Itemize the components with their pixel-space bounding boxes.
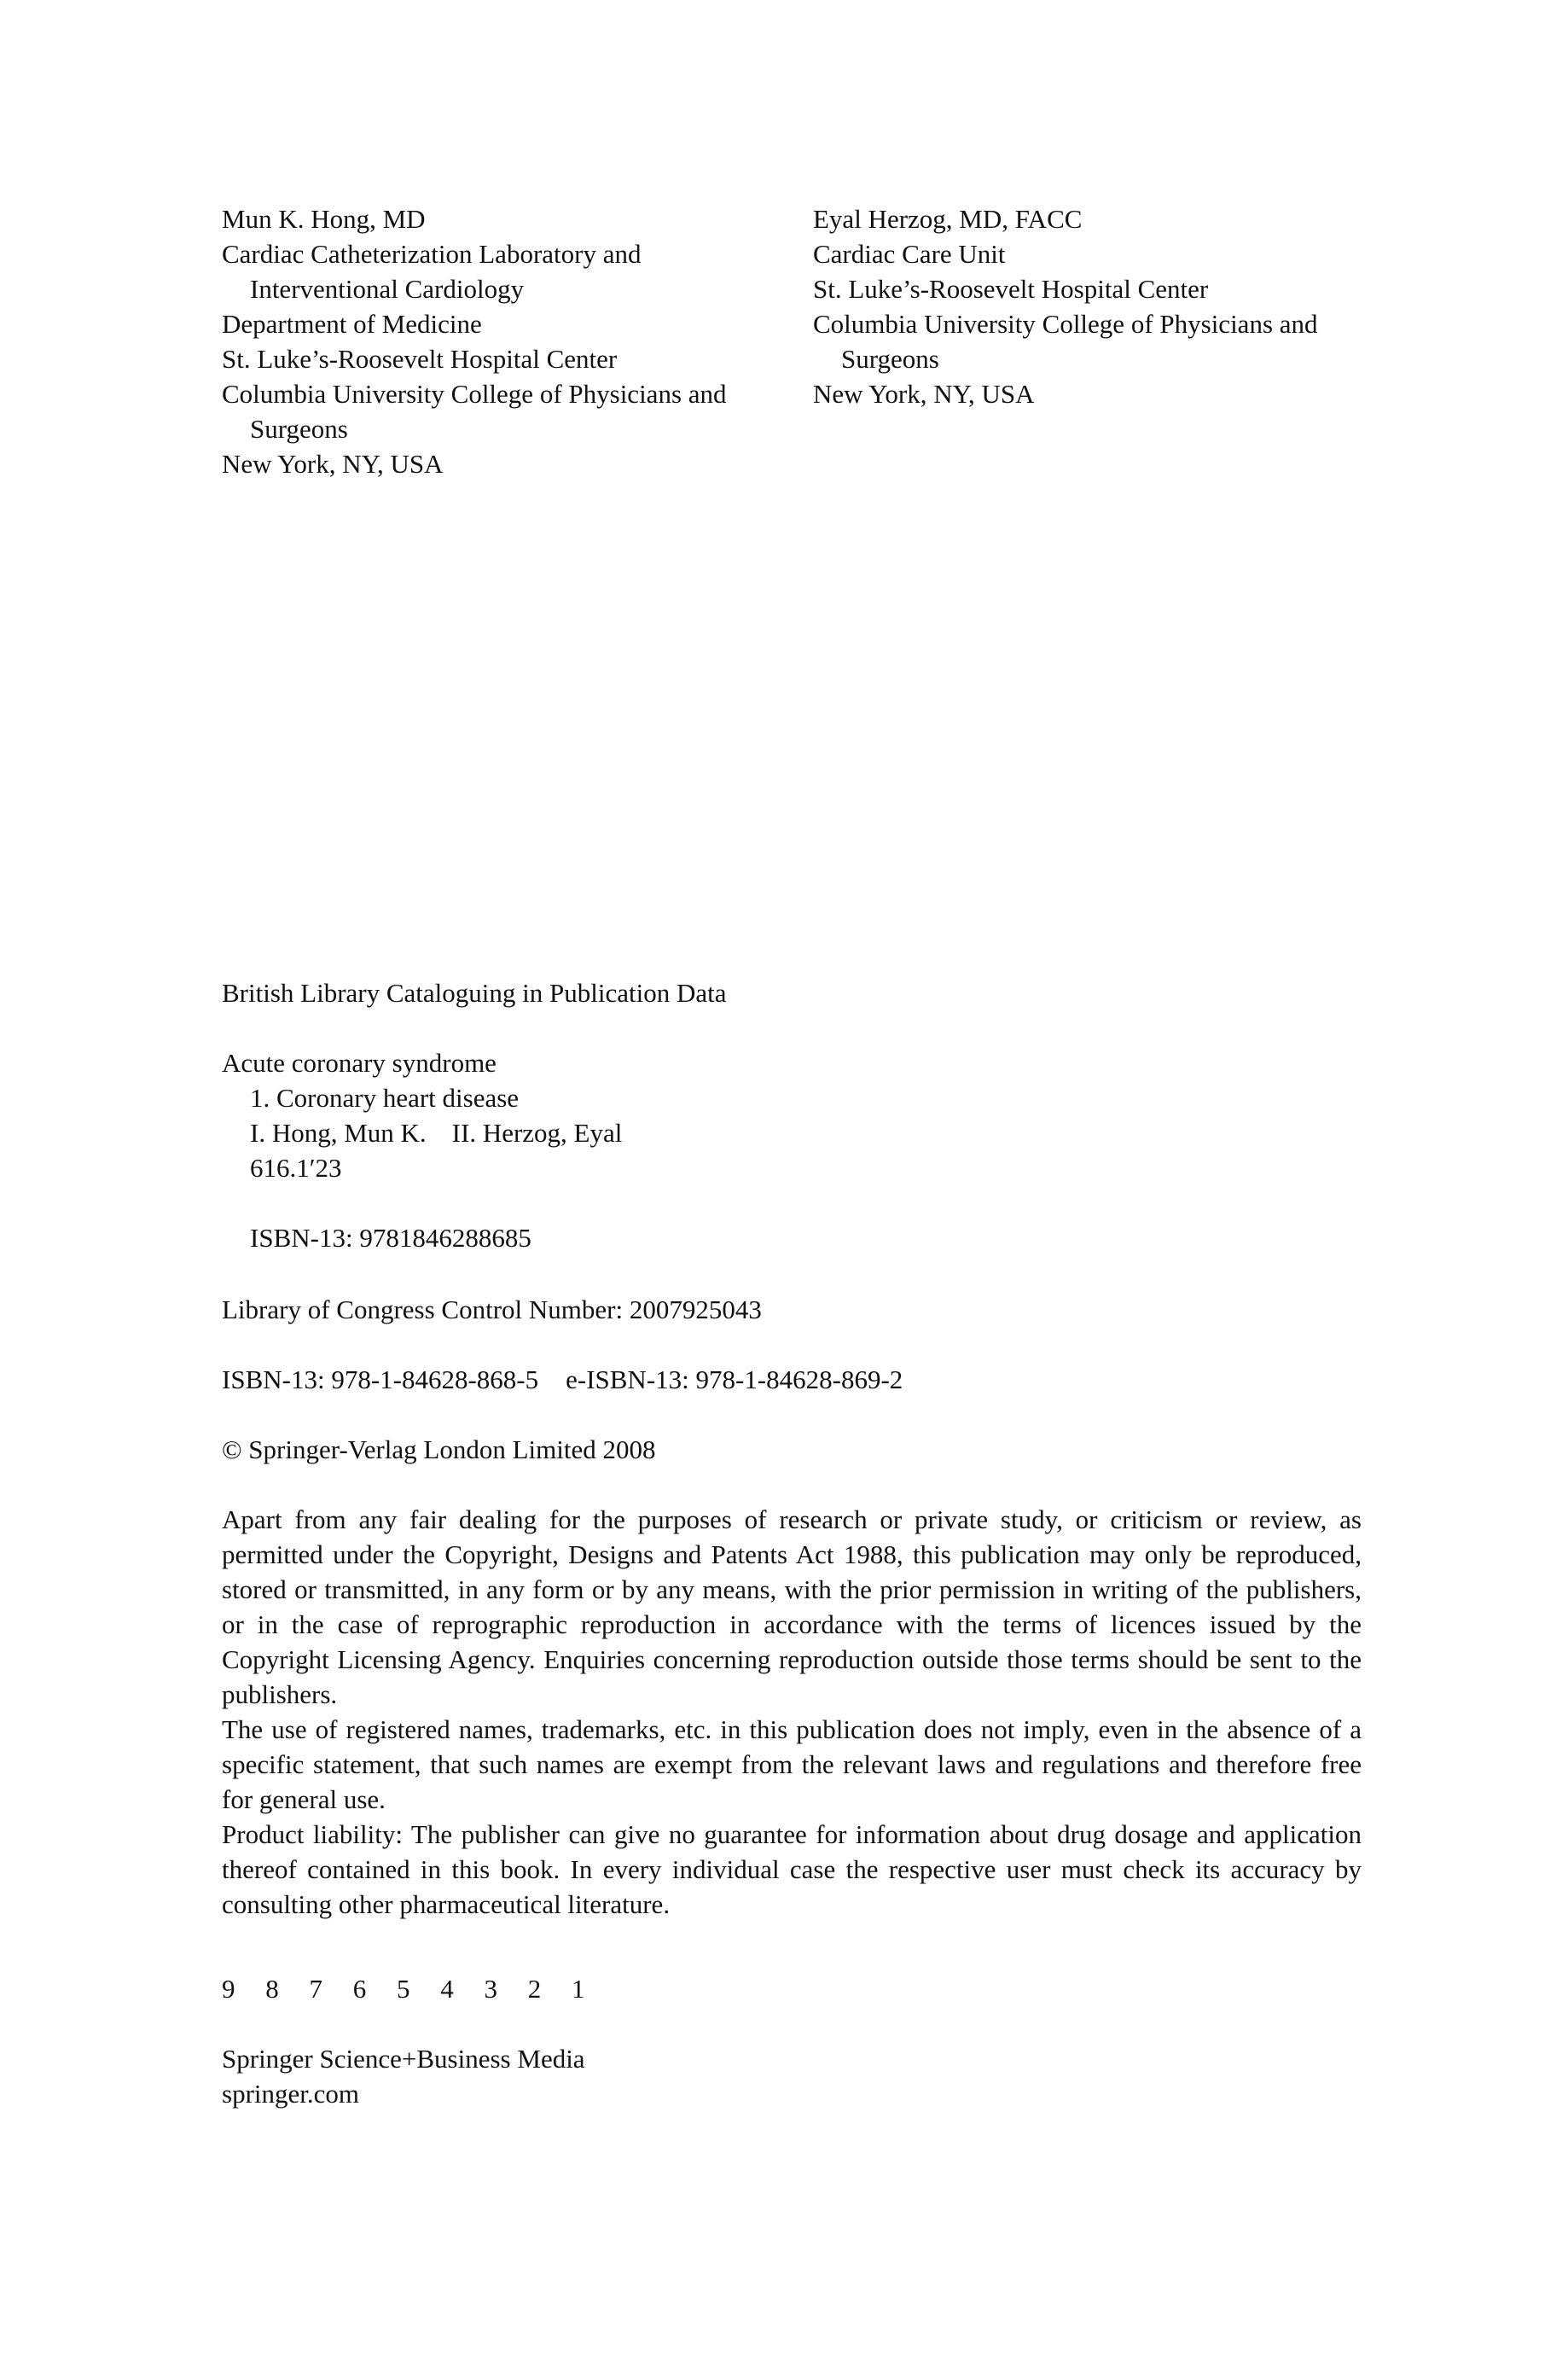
lccn-line (222, 1292, 762, 1327)
isbn-line (222, 1362, 903, 1397)
copyright-line (222, 1432, 656, 1467)
printing-numbers: 9 8 7 6 5 4 3 2 1 (222, 1974, 597, 2004)
author-name: Eyal Herzog, MD, FACC (813, 204, 1083, 234)
legal-paragraph-trademarks: The use of registered names, trademarks, etc. in this publication does not imply, even in the absence of a specific statement, that such names are exempt from the relevant laws and regulations and therefore free for general use. (222, 1714, 1362, 1814)
spacer (222, 1010, 726, 1045)
publisher-block (222, 2041, 585, 2111)
legal-paragraph-liability: Product liability: The publisher can give no guarantee for information about drug dosage and application thereof contained in this book. In every individual case the respective user must check its accuracy by consulting other pharmaceutical literature. (222, 1819, 1362, 1919)
isbn-row (222, 1362, 903, 1397)
isbn-print: ISBN-13: 978-1-84628-868-5 (222, 1364, 539, 1394)
affiliation-line: St. Luke’s-Roosevelt Hospital Center (222, 344, 618, 374)
cip-subject: 1. Coronary heart disease (250, 1083, 520, 1113)
affiliation-line: New York, NY, USA (222, 449, 444, 479)
affiliation-line: Interventional Cardiology (250, 274, 525, 304)
affiliation-line: Columbia University College of Physicians and (222, 379, 727, 409)
affiliation-line: Columbia University College of Physicians and (813, 309, 1318, 339)
legal-paragraph-copyright: Apart from any fair dealing for the purposes of research or private study, or criticism or review, as permitted under the Copyright, Designs and Patents Act 1988, this publication may only be reproduced, stored or transmitted, in any form or by any means, with the prior permission in writing of the publishers, or in the case of reprographic reproduction in accordance with the terms of licences issued by the Copyright Licensing Agency. Enquiries concerning reproduction outside those terms should be sent to the publishers. (222, 1504, 1362, 1709)
cip-classification: 616.1′23 (250, 1153, 342, 1183)
cip-added-entry-2: II. Herzog, Eyal (451, 1118, 623, 1148)
publisher-website: springer.com (222, 2079, 359, 2109)
lccn-text: Library of Congress Control Number: 2007925043 (222, 1295, 762, 1324)
cip-added-entries (222, 1115, 726, 1150)
affiliation-line: Cardiac Care Unit (813, 239, 1006, 269)
publisher-name: Springer Science+Business Media (222, 2044, 585, 2074)
spacer (222, 1185, 726, 1220)
affiliation-line: New York, NY, USA (813, 379, 1035, 409)
cip-added-entry-1: I. Hong, Mun K. (250, 1118, 427, 1148)
printing-line (222, 1971, 597, 2006)
affiliation-line: Cardiac Catheterization Laboratory and (222, 239, 642, 269)
affiliation-line: St. Luke’s-Roosevelt Hospital Center (813, 274, 1209, 304)
author-name: Mun K. Hong, MD (222, 204, 426, 234)
cip-heading: British Library Cataloguing in Publication Data (222, 978, 727, 1008)
affiliation-line: Surgeons (250, 414, 348, 444)
affiliation-line: Department of Medicine (222, 309, 482, 339)
affiliation-line: Surgeons (841, 344, 939, 374)
copyright-text: © Springer-Verlag London Limited 2008 (222, 1434, 656, 1464)
cip-isbn: ISBN-13: 9781846288685 (250, 1223, 531, 1253)
cip-data-block (222, 975, 726, 1255)
author-affiliation-left (222, 201, 785, 481)
cip-title: Acute coronary syndrome (222, 1048, 497, 1078)
legal-notices (222, 1502, 1362, 1922)
isbn-electronic: e-ISBN-13: 978-1-84628-869-2 (566, 1364, 903, 1394)
author-affiliation-right (813, 201, 1376, 411)
